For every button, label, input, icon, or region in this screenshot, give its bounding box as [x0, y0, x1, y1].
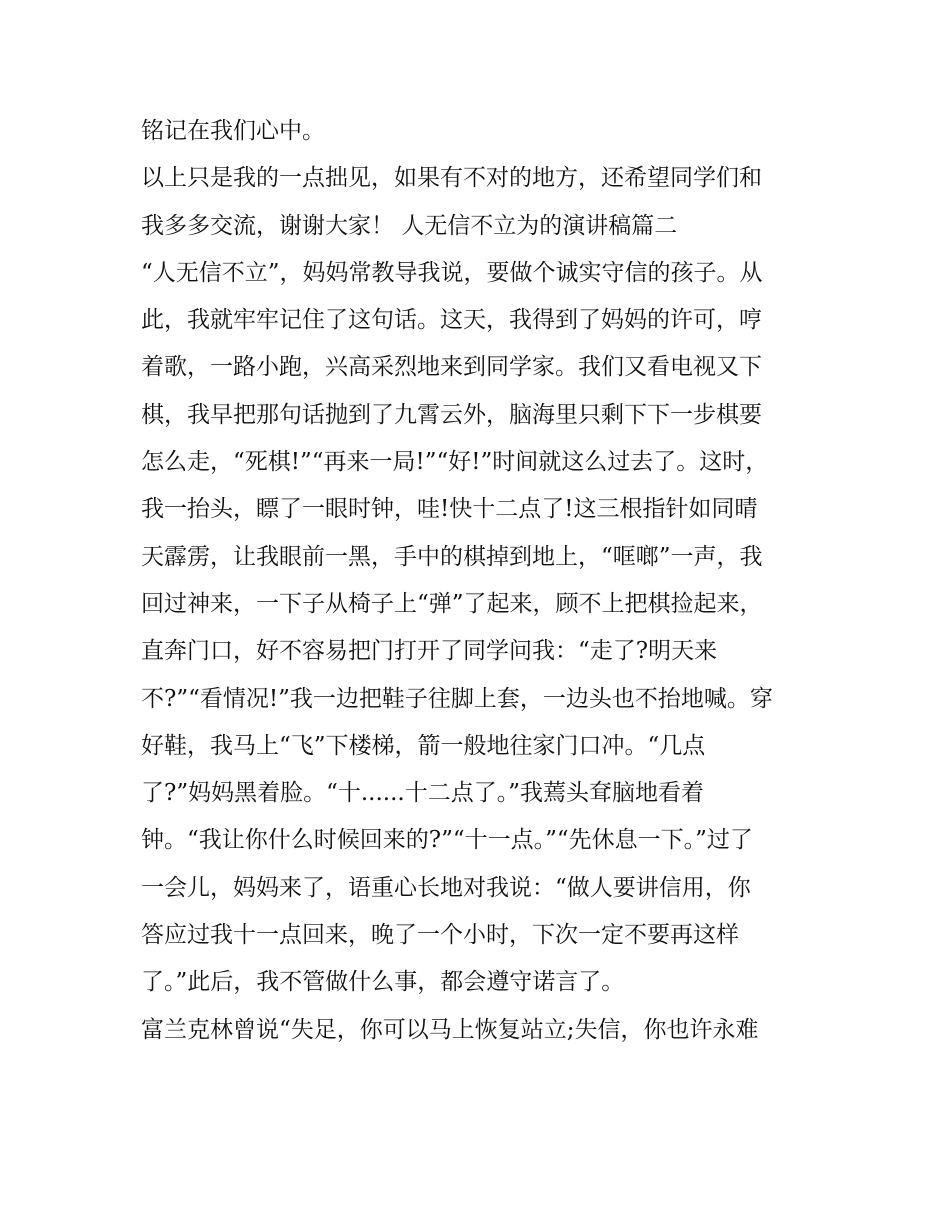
text-line: 富兰克林曾说“失足，你可以马上恢复站立;失信，你也许永难: [141, 1016, 759, 1043]
text-line: 铭记在我们心中。: [141, 118, 325, 144]
text-line: 着歌，一路小跑，兴高采烈地来到同学家。我们又看电视又下: [141, 354, 762, 381]
text-line: 了?”妈妈黑着脸。“十......十二点了。”我蔫头耷脑地看着: [141, 780, 704, 807]
text-line: 答应过我十一点回来，晚了一个小时，下次一定不要再这样: [141, 922, 739, 949]
text-line: 回过神来，一下子从椅子上“弹”了起来，顾不上把棋捡起来，: [141, 590, 763, 617]
text-line: 怎么走，“死棋!”“再来一局!”“好!”时间就这么过去了。这时，: [141, 449, 769, 476]
text-line: 天霹雳，让我眼前一黑，手中的棋掉到地上，“哐啷”一声，我: [141, 543, 763, 570]
text-line: 我一抬头，瞟了一眼时钟，哇!快十二点了!这三根指针如同晴: [141, 496, 758, 523]
text-line: 棋，我早把那句话抛到了九霄云外，脑海里只剩下下一步棋要: [141, 401, 762, 428]
speech-text: [141, 108, 821, 1054]
text-line: 好鞋，我马上“飞”下楼梯，箭一般地往家门口冲。“几点: [141, 732, 706, 759]
text-line: “人无信不立”，妈妈常教导我说，要做个诚实守信的孩子。从: [141, 259, 763, 286]
text-line: 直奔门口，好不容易把门打开了同学问我：“走了?明天来: [141, 638, 718, 665]
text-line: 我多多交流，谢谢大家！ 人无信不立为的演讲稿篇二: [141, 212, 678, 239]
text-line: 钟。“我让你什么时候回来的?”“十一点。”“先休息一下。”过了: [141, 827, 753, 854]
text-line: 以上只是我的一点拙见，如果有不对的地方，还希望同学们和: [141, 165, 762, 192]
text-line: 不?”“看情况!”我一边把鞋子往脚上套，一边头也不抬地喊。穿: [141, 685, 773, 712]
text-line: 一会儿，妈妈来了，语重心长地对我说：“做人要讲信用，你: [141, 874, 751, 901]
text-line: 此，我就牢牢记住了这句话。这天，我得到了妈妈的许可，哼: [141, 307, 762, 334]
text-line: 了。”此后，我不管做什么事，都会遵守诺言了。: [141, 969, 625, 996]
